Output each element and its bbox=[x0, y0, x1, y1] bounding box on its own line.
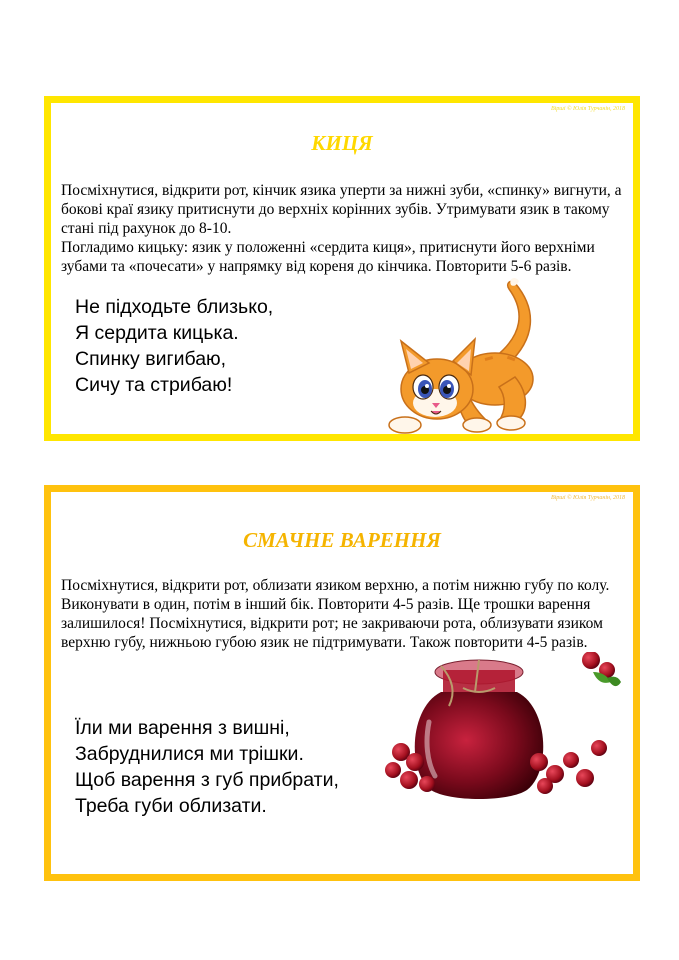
instruction-paragraph: Погладимо кицьку: язик у положенні «сердита киця», притиснути його верхніми зубами та «почесати» у напрямку від кореня до кінчика. Повторити 5-6 разів. bbox=[61, 239, 595, 275]
exercise-card-kitsia bbox=[44, 96, 640, 441]
instruction-paragraph: Посміхнутися, відкрити рот, кінчик язика уперти за нижні зуби, «спинку» вигнути, а бокові краї язику притиснути до верхніх корінних зубів. Утримувати язик в такому стані під рахунок до 8-10. bbox=[61, 182, 622, 237]
poem-line: Забруднилися ми трішки. bbox=[75, 743, 304, 765]
instruction-paragraph: Посміхнутися, відкрити рот, облизати язиком верхню, а потім нижню губу по колу. Виконувати в один, потім в інший бік. Повторити 4-5 разів. Ще трошки варення залишилося! Посміхнутися, відкрити рот; не закриваючи рота, облизувати язиком верхню губу, нижньою губою язик не підтримувати. Також повторити 4-5 разів. bbox=[61, 577, 610, 651]
cherry-jam-picture bbox=[379, 652, 621, 812]
poem-line: Щоб варення з губ прибрати, bbox=[75, 769, 339, 791]
poem bbox=[75, 294, 273, 398]
copyright-note: Вірші © Юлія Турчанін, 2018 bbox=[550, 106, 625, 112]
card-title: КИЦЯ bbox=[311, 131, 373, 155]
poem-line: Сичу та стрибаю! bbox=[75, 374, 233, 396]
exercise-card-varennia bbox=[44, 485, 640, 881]
poem-line: Їли ми варення з вишні, bbox=[75, 717, 290, 739]
copyright-note: Вірші © Юлія Турчанін, 2018 bbox=[550, 495, 625, 501]
exercise-instructions bbox=[61, 181, 625, 276]
cat-illustration bbox=[387, 269, 547, 437]
exercise-instructions bbox=[61, 576, 625, 652]
poem bbox=[75, 715, 339, 819]
poem-line: Не підходьте близько, bbox=[75, 296, 274, 318]
poem-line: Спинку вигибаю, bbox=[75, 348, 227, 370]
poem-line: Я сердита кицька. bbox=[75, 322, 239, 344]
poem-line: Треба губи облизати. bbox=[75, 795, 267, 817]
card-title: СМАЧНЕ ВАРЕННЯ bbox=[243, 528, 441, 552]
